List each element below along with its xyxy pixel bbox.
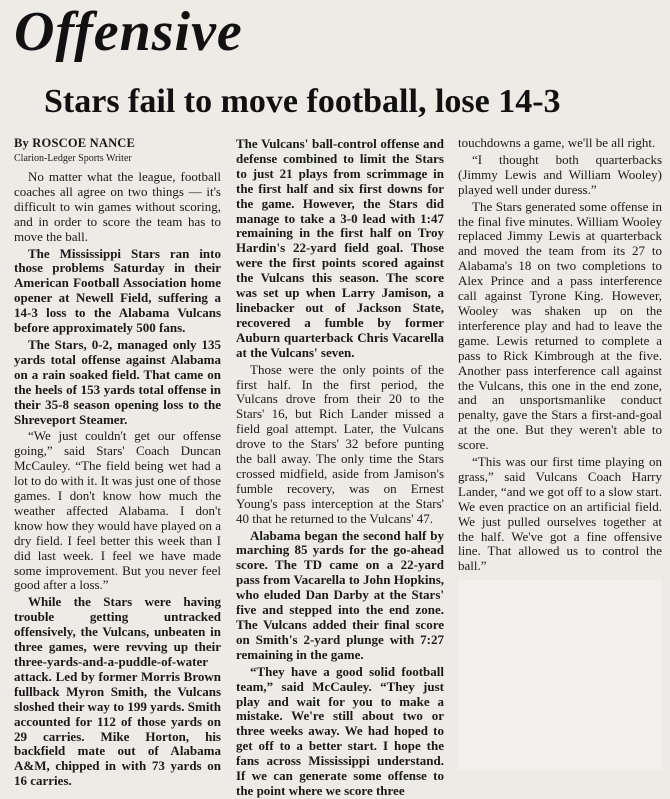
- paragraph: “I thought both quarterbacks (Jimmy Lewis and William Wooley) played well under duress.”: [458, 151, 662, 197]
- article-column-3: [458, 136, 662, 576]
- byline-affiliation: Clarion-Ledger Sports Writer: [14, 153, 132, 164]
- paragraph: “This was our first time playing on grass,” said Vulcans Coach Harry Lander, “and we got off to a slow start. We even practice on an artificial field. We just pulled ourselves together at the half. We've got a fine offensive line. That allowed us to control the ball.”: [458, 454, 662, 574]
- paragraph: While the Stars were having trouble getting untracked offensively, the Vulcans, unbeaten in three games, were revving up their three-yards-and-a-puddle-of-water attack. Led by former Morris Brown fullback Myron Smith, the Vulcans sloshed their way to 199 yards. Smith accounted for 112 of those yards on 29 carries. Mike Horton, his backfield mate out of Alabama A&M, chipped in with 73 yards on 16 carries.: [14, 594, 221, 789]
- paragraph: “We just couldn't get our offense going,” said Stars' Coach Duncan McCauley. “The field being wet had a lot to do with it. It was just one of those games. I don't know how much the weather affected Alabama. I don't know how they would have played on a dry field. I feel better this week than I did last week. I feel we have made some improvement. But you never feel good after a loss.”: [14, 428, 221, 593]
- paragraph: The Vulcans' ball-control offense and defense combined to limit the Stars to just 21 plays from scrimmage in the first half and six first downs for the game. However, the Stars did manage to take a 3-0 lead with 1:47 remaining in the first half on Troy Hardin's 22-yard field goal. Those were the first points scored against the Vulcans this season. The score was set up when Larry Jamison, a linebacker out of Jackson State, recovered a fumble by former Auburn quarterback Chris Vacarella at the Vulcans' seven.: [236, 136, 444, 360]
- paragraph: Alabama began the second half by marching 85 yards for the go-ahead score. The TD came on a 22-yard pass from Vacarella to John Hopkins, who eluded Dan Darby at the Stars' five and stepped into the end zone. The Vulcans added their final score on Smith's 2-yard plunge with 7:27 remaining in the game.: [236, 527, 444, 662]
- paragraph: touchdowns a game, we'll be all right.: [458, 135, 656, 150]
- paragraph: No matter what the league, football coaches all agree on two things — it's difficult to win games without scoring, and in order to score the team has to move the ball.: [14, 169, 221, 244]
- article-column-2: [236, 136, 444, 798]
- paragraph: Those were the only points of the first half. In the first period, the Vulcans drove from their 20 to the Stars' 16, but Rich Lander missed a field goal attempt. Later, the Vulcans drove to the Stars' 32 before punting the ball away. The only time the Stars crossed midfield, aside from Jamison's fumble recovery, was on Ernest Young's pass interception at the Stars' 40 that he returned to the Vulcans' 47.: [236, 361, 444, 526]
- paragraph: “They have a good solid football team,” said McCauley. “They just play and wait for you to make a mistake. We're still about two or three weeks away. We had hoped to get off to a better start. I hope the fans across Mississippi understand. If we can generate some offense to the point where we score three: [236, 663, 444, 798]
- blank-area: [458, 580, 662, 770]
- paragraph: The Mississippi Stars ran into those problems Saturday in their American Football Association home opener at Newell Field, suffering a 14-3 loss to the Alabama Vulcans before approximately 500 fans.: [14, 245, 221, 336]
- paragraph: The Stars, 0-2, managed only 135 yards total offense against Alabama on a rain soaked field. That came on the heels of 153 yards total offense in their 35-8 season opening loss to the Shreveport Steamer.: [14, 336, 221, 427]
- section-kicker: Offensive: [14, 1, 243, 63]
- headline: Stars fail to move football, lose 14-3: [44, 83, 561, 120]
- byline: By ROSCOE NANCE: [14, 136, 136, 150]
- article-column-1: [14, 136, 221, 789]
- paragraph: The Stars generated some offense in the final five minutes. William Wooley replaced Jimmy Lewis at quarterback and moved the team from its 27 to Alabama's 18 on two completions to Alex Prince and a pass interference call against Tyrone King. However, Wooley was shaken up on the interference play and had to leave the game. Lewis returned to complete a pass to Rick Kimbrough at the five. Another pass interference call against the Vulcans, this one in the end zone, and an unsportsmanlike conduct penalty, gave the Stars a first-and-goal at the one. But they weren't able to score.: [458, 198, 662, 453]
